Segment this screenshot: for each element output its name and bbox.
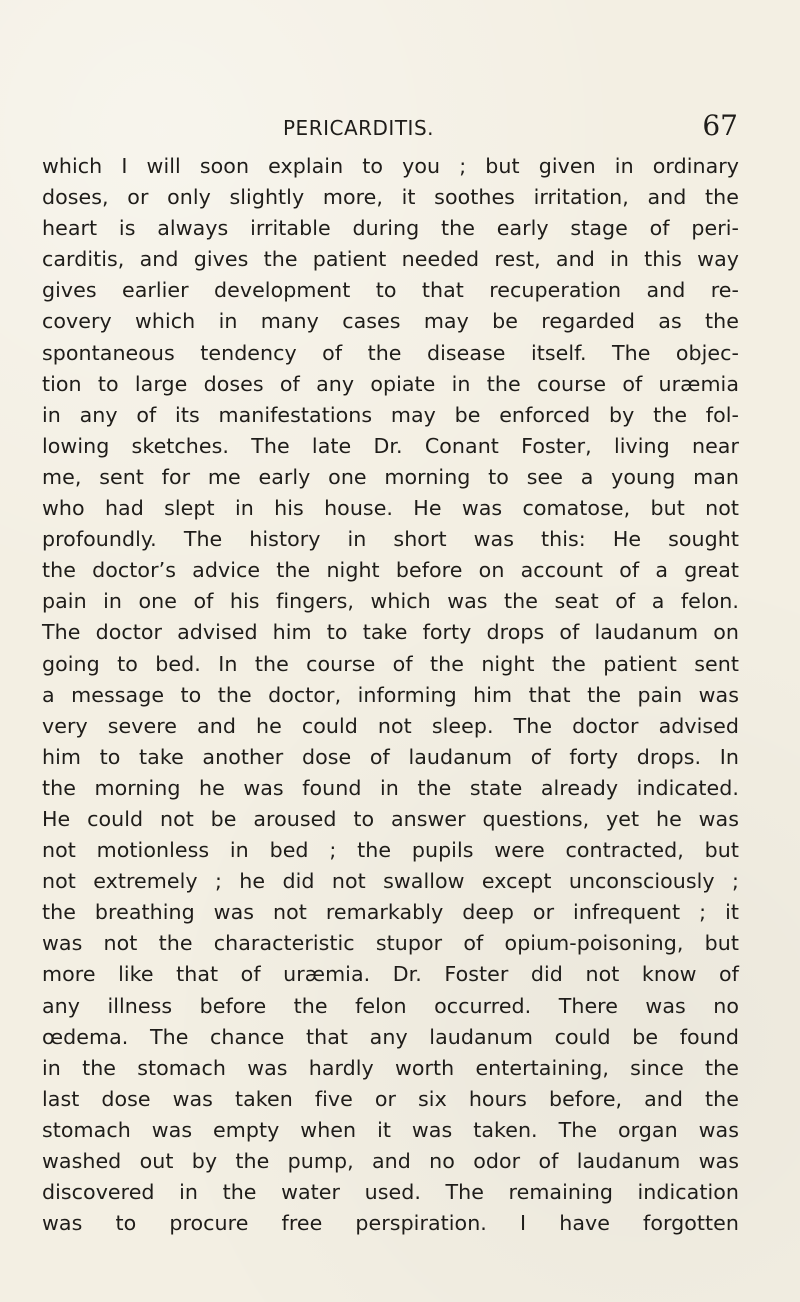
text-line: spontaneous tendency of the disease itself. The objec- — [42, 340, 739, 365]
page-number: 67 — [702, 109, 738, 142]
text-line: The doctor advised him to take forty drops of laudanum on — [42, 620, 739, 645]
text-line: any illness before the felon occurred. There was no — [42, 993, 739, 1018]
text-line: in the stomach was hardly worth entertaining, since the — [42, 1055, 739, 1080]
text-line: heart is always irritable during the early stage of peri- — [42, 216, 739, 241]
text-line: which I will soon explain to you ; but given in ordinary — [42, 154, 739, 178]
text-line: the morning he was found in the state already indicated. — [42, 775, 739, 800]
page-header — [283, 110, 738, 146]
text-line: more like that of uræmia. Dr. Foster did not know of — [42, 962, 739, 987]
text-line: not motionless in bed ; the pupils were contracted, but — [42, 838, 739, 863]
text-line: stomach was empty when it was taken. The organ was — [42, 1117, 739, 1142]
text-line: last dose was taken five or six hours before, and the — [42, 1086, 739, 1111]
text-line: in any of its manifestations may be enforced by the fol- — [42, 402, 739, 427]
text-line: the doctor’s advice the night before on account of a great — [42, 558, 739, 583]
text-line: œdema. The chance that any laudanum could be found — [42, 1024, 739, 1049]
text-line: gives earlier development to that recuperation and re- — [42, 278, 739, 303]
text-line: me, sent for me early one morning to see a young man — [42, 464, 739, 489]
text-line: discovered in the water used. The remaining indication — [42, 1180, 739, 1205]
text-line: not extremely ; he did not swallow except unconsciously ; — [42, 869, 739, 894]
body-text — [42, 151, 739, 1239]
text-line: who had slept in his house. He was comatose, but not — [42, 496, 739, 521]
text-line: doses, or only slightly more, it soothes irritation, and the — [42, 185, 739, 210]
text-line: covery which in many cases may be regarded as the — [42, 309, 739, 334]
text-line: tion to large doses of any opiate in the course of uræmia — [42, 371, 739, 396]
text-line: profoundly. The history in short was this: He sought — [42, 527, 739, 552]
text-line: the breathing was not remarkably deep or infrequent ; it — [42, 900, 739, 925]
text-line: was not the characteristic stupor of opium-poisoning, but — [42, 931, 739, 956]
running-head: PERICARDITIS. — [283, 116, 435, 140]
text-line: pain in one of his fingers, which was the seat of a felon. — [42, 589, 739, 614]
text-line: carditis, and gives the patient needed rest, and in this way — [42, 247, 739, 272]
text-line: washed out by the pump, and no odor of laudanum was — [42, 1149, 739, 1173]
text-line: him to take another dose of laudanum of forty drops. In — [42, 744, 739, 769]
text-line: lowing sketches. The late Dr. Conant Foster, living near — [42, 433, 739, 458]
text-line: going to bed. In the course of the night the patient sent — [42, 651, 739, 676]
text-line: very severe and he could not sleep. The doctor advised — [42, 713, 739, 738]
text-line: a message to the doctor, informing him that the pain was — [42, 682, 739, 707]
text-line: He could not be aroused to answer questions, yet he was — [42, 806, 739, 831]
text-line: was to procure free perspiration. I have forgotten — [42, 1211, 739, 1236]
